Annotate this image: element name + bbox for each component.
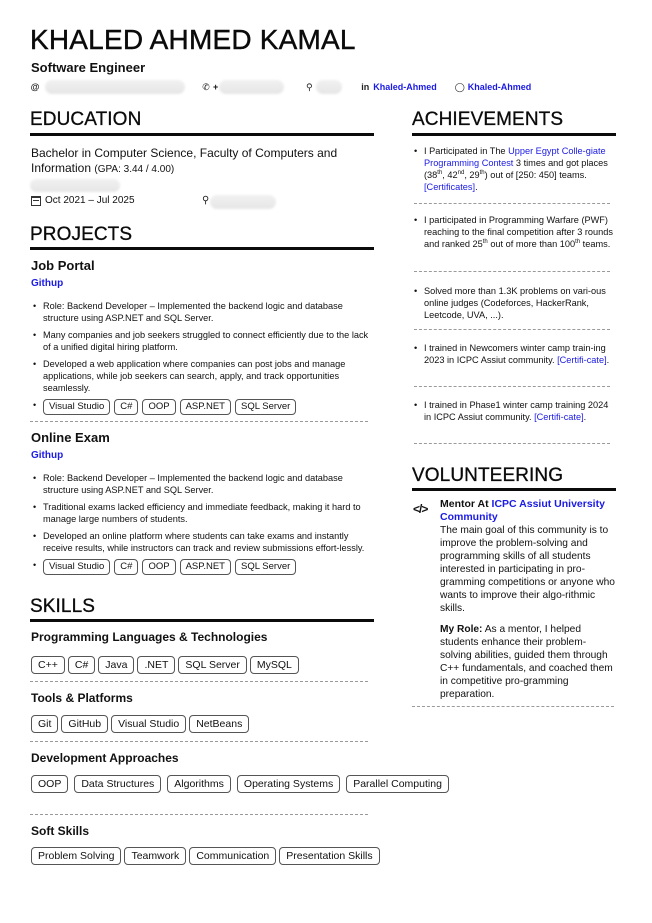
project-tags [43,399,376,415]
achievements-rule [412,133,616,136]
volunteering-description: The main goal of this community is to improve the problem-solving and programming skills of all students interested in participating in pro-gramming competitions or anyone who wants to improve their algo-rithmic skills. [440,525,615,614]
tag: OOP [142,559,175,575]
divider [412,706,614,707]
education-location-redacted [210,195,276,209]
certificates-link[interactable]: [Certificates] [424,182,476,192]
code-icon: </> [413,502,428,516]
divider [30,681,368,682]
divider [414,443,610,444]
project-bullets-job-portal [31,300,376,420]
tag: C++ [31,656,65,674]
tag: Teamwork [124,847,186,865]
achievement-item: • I Participated in The Upper Egypt Colle-giate Programming Contest 3 times and got places (38th, 42nd, 29th) out of [250: 450] teams.[Certificates]. [414,145,616,193]
location-pin-icon: ⚲ [305,81,313,92]
project-link-online-exam[interactable]: Githup [31,450,64,461]
skill-category-soft: Soft Skills [31,824,90,838]
calendar-icon [31,196,41,206]
education-dates: Oct 2021 – Jul 2025 [45,195,135,206]
location-value-redacted [316,80,342,94]
skill-tags-soft [31,847,380,865]
projects-rule [30,247,374,250]
volunteering-role: Mentor At ICPC Assiut University Community [440,498,605,523]
project-title-job-portal: Job Portal [31,258,95,273]
phone-icon: ✆ [202,81,210,92]
tag: .NET [137,656,175,674]
tag: Operating Systems [237,775,340,793]
skill-category-approaches: Development Approaches [31,751,179,765]
skill-tags-tools [31,715,249,733]
tag: C# [114,559,138,575]
contest-link[interactable]: Upper Egypt Colle-giate Programming Contest [424,146,606,168]
skill-category-tools: Tools & Platforms [31,691,133,705]
tag: Data Structures [74,775,161,793]
contact-linkedin[interactable] [360,82,437,92]
tag: MySQL [250,656,299,674]
achievement-item: • I trained in Phase1 winter camp training 2024 in ICPC Assiut community. [Certifi-cate]. [414,399,616,423]
list-item [31,399,376,415]
tag: SQL Server [235,399,296,415]
candidate-name: KHALED AHMED KAMAL [30,24,356,55]
project-link-job-portal[interactable]: Githup [31,278,64,289]
contact-location [304,80,342,94]
tag: Parallel Computing [346,775,449,793]
tag: ASP.NET [180,559,231,575]
linkedin-icon: in [361,82,370,92]
university-redacted [30,179,120,192]
education-rule [30,133,374,136]
tag: C# [114,399,138,415]
skills-heading: SKILLS [30,596,96,617]
list-item: • Role: Backend Developer – Implemented the backend logic and database structure using ASP.NET and SQL Server. [31,472,376,496]
list-item [31,559,376,575]
certificate-link[interactable]: [Certifi-cate] [534,412,584,422]
skill-category-languages: Programming Languages & Technologies [31,630,268,644]
volunteering-rule [412,488,616,491]
divider [414,203,610,204]
tag: SQL Server [178,656,246,674]
tag: Communication [189,847,276,865]
divider [30,814,368,815]
divider [414,329,610,330]
tag: Presentation Skills [279,847,379,865]
certificate-link[interactable]: [Certifi-cate] [557,355,607,365]
tag: OOP [142,399,175,415]
degree-gpa: (GPA: 3.44 / 4.00) [94,164,175,175]
list-item: • Many companies and job seekers struggled to connect efficiently due to the lack of a unified digital hiring platform. [31,329,376,353]
list-item: • Traditional exams lacked efficiency and immediate feedback, making it hard to manage large numbers of students. [31,501,376,525]
achievement-item: • I participated in Programming Warfare (PWF) reaching to the final competition after 3 rounds and ranked 25th out of more than 100th teams. [414,214,616,250]
tag: Problem Solving [31,847,121,865]
tag: OOP [31,775,68,793]
tag: Visual Studio [111,715,186,733]
tag: ASP.NET [180,399,231,415]
list-item: • Developed an online platform where students can take exams and instantly receive results, while instructors can track and review submissions effort-lessly. [31,530,376,554]
achievements-heading: ACHIEVEMENTS [412,109,564,130]
project-bullets-online-exam [31,472,376,580]
projects-heading: PROJECTS [30,224,133,245]
achievement-item: • I trained in Newcomers winter camp train-ing 2023 in ICPC Assiut community. [Certifi-cate]. [414,342,616,366]
github-icon: ◯ [454,81,465,92]
phone-prefix: + [213,82,219,92]
github-link[interactable]: Khaled-Ahmed [467,82,532,92]
education-location-icon: ⚲ [202,195,210,206]
tag: Algorithms [167,775,231,793]
list-item: • Developed a web application where companies can post jobs and manage applications, while job seekers can search, apply, and track opportunities seamlessly. [31,358,376,394]
contact-bar [30,79,531,95]
degree-name: Bachelor in Computer Science, Faculty of Computers and Information [31,146,338,175]
email-value-redacted [45,80,185,94]
tag: C# [68,656,95,674]
tag: SQL Server [235,559,296,575]
skill-tags-approaches [31,775,449,793]
contact-github[interactable] [455,82,532,93]
project-tags [43,559,376,575]
tag: NetBeans [189,715,249,733]
project-title-online-exam: Online Exam [31,430,110,445]
contact-phone[interactable] [201,80,284,94]
tag: • Visual Studio [43,399,110,415]
skill-tags-languages [31,656,299,674]
divider [414,271,610,272]
organization-link[interactable]: ICPC Assiut University Community [440,498,605,523]
email-icon: @ [30,82,40,92]
tag: GitHub [61,715,108,733]
list-item: • Role: Backend Developer – Implemented the backend logic and database structure using ASP.NET and SQL Server. [31,300,376,324]
skills-rule [30,619,374,622]
contact-email[interactable] [30,80,185,94]
education-heading: EDUCATION [30,109,142,130]
education-meta [31,195,135,206]
volunteering-my-role: My Role: As a mentor, I helped students enhance their problem-solving abilities, guided them through C++ fundamentals, and coached them in competitive pro-gramming preparation. [440,624,613,700]
tag: Java [98,656,134,674]
phone-value-redacted [219,80,284,94]
tag: Git [31,715,58,733]
volunteering-heading: VOLUNTEERING [412,465,564,486]
divider [30,741,368,742]
linkedin-link[interactable]: Khaled-Ahmed [373,82,437,92]
candidate-title: Software Engineer [31,60,146,75]
divider [30,421,368,422]
tag: • Visual Studio [43,559,110,575]
divider [414,386,610,387]
education-degree [31,146,371,177]
achievement-item: • Solved more than 1.3K problems on vari-ous online judges (Codeforces, HackerRank, Leetcode, UVA, ...). [414,285,616,321]
